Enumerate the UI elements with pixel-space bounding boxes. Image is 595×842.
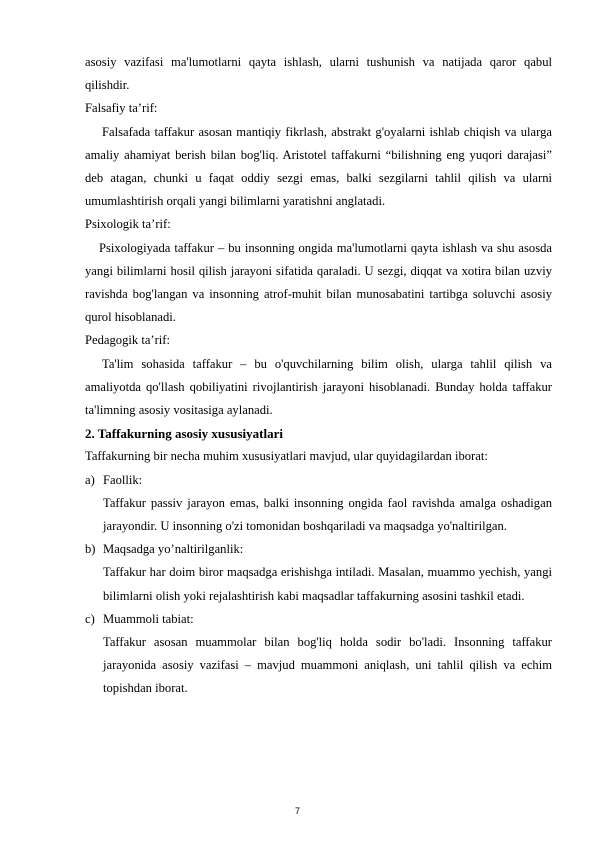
document-page — [85, 51, 552, 701]
pedagogical-definition-label: Pedagogik ta’rif: — [85, 333, 170, 348]
intro-paragraph: asosiy vazifasi ma'lumotlarni qayta ishlash, ularni tushunish va natijada qaror qabul qilishdir. — [85, 55, 552, 93]
list-item-marker: c) — [85, 611, 95, 626]
list-item — [85, 538, 552, 608]
list-item-marker: b) — [85, 542, 96, 557]
section-lead: Taffakurning bir necha muhim xususiyatlari mavjud, ular quyidagilardan iborat: — [85, 449, 488, 464]
psychological-definition-text: Psixologiyada taffakur – bu insonning ongida ma'lumotlarni qayta ishlash va shu asosda yangi bilimlarni hosil qilish jarayoni sifatida qaraladi. U sezgi, diqqat va xotira bilan uzviy ravishda bog'langan va insonning atrof-muhit bilan munosabatini tartibga soluvchi asosiy qurol hisoblanadi. — [85, 240, 552, 325]
section-heading: 2. Taffakurning asosiy xususiyatlari — [85, 426, 283, 442]
list-item — [85, 608, 552, 701]
list-item-text: Taffakur asosan muammolar bilan bog'liq holda sodir bo'ladi. Insonning taffakur jarayonida asosiy vazifasi – mavjud muammoni aniqlash, uni tahlil qilish va echim topishdan iborat. — [103, 635, 552, 696]
list-item-header — [85, 469, 552, 492]
psychological-definition-label: Psixologik ta’rif: — [85, 217, 171, 232]
list-item-title: Maqsadga yo’naltirilganlik: — [103, 542, 244, 557]
list-item-text: Taffakur har doim biror maqsadga erishishga intiladi. Masalan, muammo yechish, yangi bilimlarni olish yoki rejalashtirish kabi maqsadlar taffakurning asosini tashkil etadi. — [103, 565, 552, 603]
page-number: 7 — [294, 806, 300, 816]
list-item-header — [85, 538, 552, 561]
pedagogical-definition-text: Ta'lim sohasida taffakur – bu o'quvchilarning bilim olish, ularga tahlil qilish va amaliyotda qo'llash qobiliyatini rivojlantirish jarayoni hisoblanadi. Bunday holda taffakur ta'limning asosiy vositasiga aylanadi. — [85, 356, 552, 418]
list-item-title: Faollik: — [103, 472, 143, 487]
philosophical-definition-text: Falsafada taffakur asosan mantiqiy fikrlash, abstrakt g'oyalarni ishlab chiqish va ularga amaliy ahamiyat berish bilan bog'liq. Aristotel taffakurni “bilishning eng yuqori darajasi” deb atagan, chunki u faqat oddiy sezgi emas, balki sezgilarni tahlil qilish va ularni umumlashtirish orqali yangi bilimlarni yaratishni anglatadi. — [85, 124, 552, 209]
list-item-header — [85, 608, 552, 631]
list-item-title: Muammoli tabiat: — [103, 611, 194, 626]
list-item-text: Taffakur passiv jarayon emas, balki insonning ongida faol ravishda amalga oshadigan jarayondir. U insonning o'zi tomonidan boshqariladi va maqsadga yo'naltirilgan. — [103, 495, 552, 534]
philosophical-definition-label: Falsafiy ta’rif: — [85, 101, 158, 116]
list-item — [85, 469, 552, 539]
list-item-marker: a) — [85, 472, 95, 487]
